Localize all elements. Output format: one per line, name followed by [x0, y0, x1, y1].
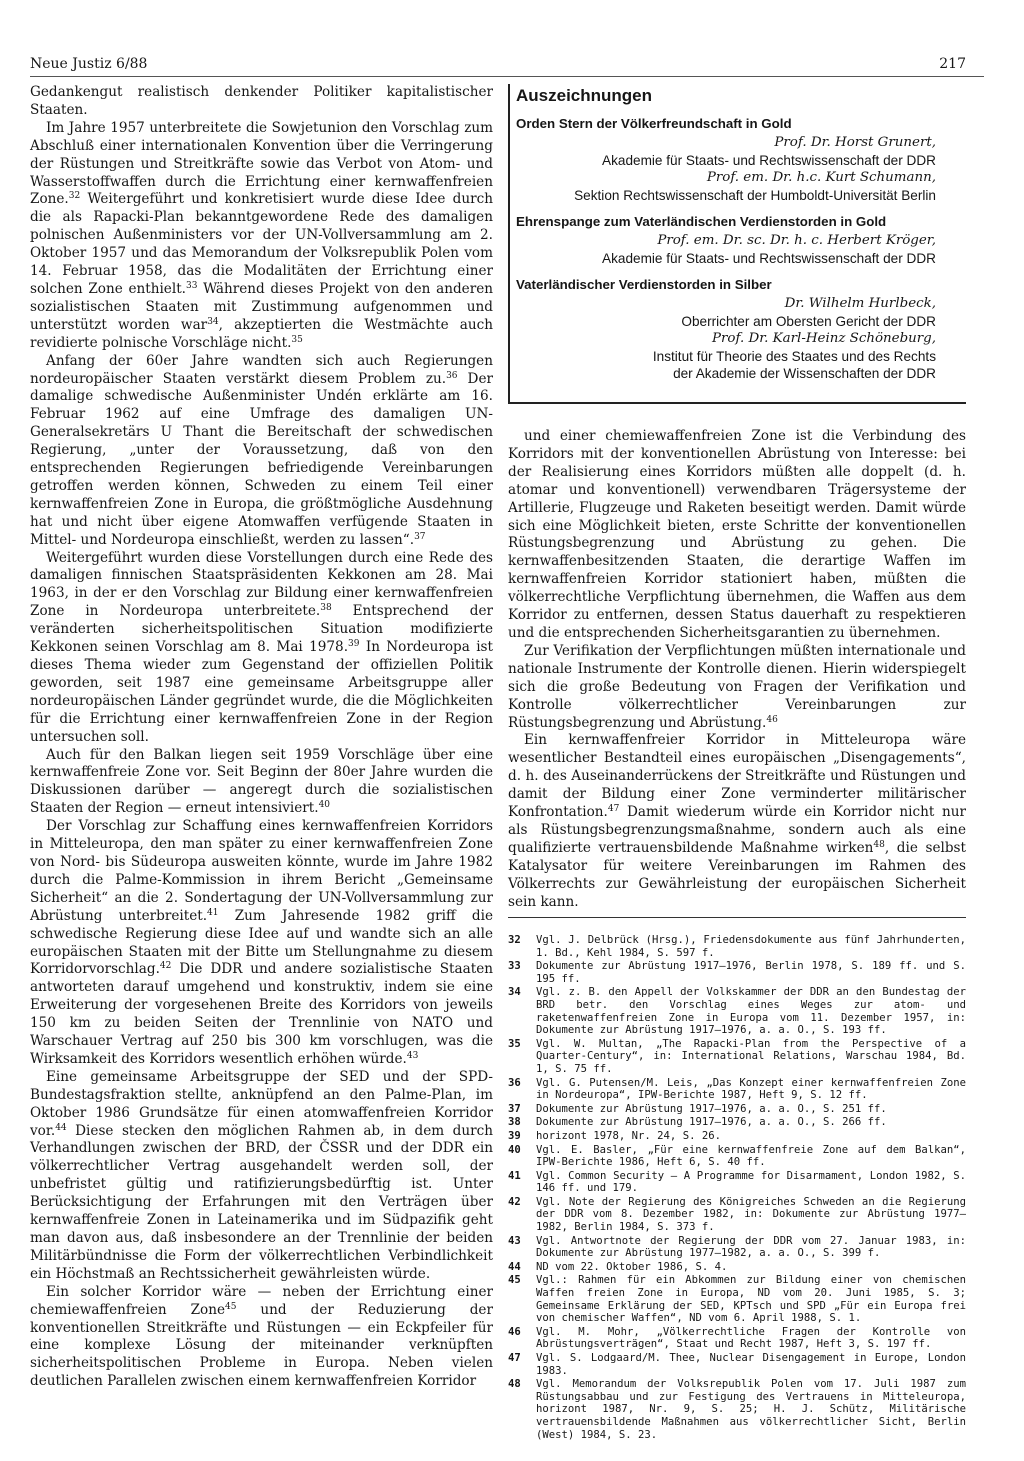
paragraph: [30, 747, 493, 819]
paragraph-text: , die selbst Katalysator für weitere Vereinbarungen im Rahmen des Völkerrechts zur Gewährleistung der europäischen Sicherheit sein kann.: [508, 839, 966, 910]
footnote-ref: 43: [406, 1050, 419, 1061]
awardee-affiliation: Institut für Theorie des Staates und des Rechts: [652, 348, 936, 364]
left-column-text: [30, 84, 493, 1391]
paragraph-text: Der Vorschlag zur Schaffung eines kernwaffenfreien Korridors in Mitteleuropa, den man später zu einer kernwaffenfreien Zone von Nord- bis Südeuropa ausweiten könnte, wurde im Jahre 1982 durch die Palme-Kommission in ihrem Bericht „Gemeinsame Sicherheit“ an die 2. Sondertagung der UN-Vollversammlung zur Abrüstung unterbreitet.: [30, 818, 493, 924]
order-name: Orden Stern der Völkerfreundschaft in Gold: [516, 116, 792, 131]
footnote: [508, 1144, 966, 1169]
paragraph: [30, 1069, 493, 1284]
journal-header: Neue Justiz 6/88: [30, 56, 148, 72]
awardee-name: Dr. Wilhelm Hurlbeck,: [784, 296, 936, 311]
footnote-text: ND vom 22. Oktober 1986, S. 4.: [536, 1260, 728, 1273]
footnote: [508, 1103, 966, 1116]
footnote-ref: 41: [207, 907, 219, 918]
paragraph-text: Die DDR und andere sozialistische Staaten antworteten darauf umgehend und konstruktiv, indem sie eine Erweiterung der vorgesehenen Breite des Korridors von jeweils 150 km zu beiden Seiten der Trennlinie von NATO und Warschauer Vertrag auf 250 bis 300 km vorschlugen, was die Wirksamkeit des Korridors wesentlich erhöhen würde.: [30, 961, 493, 1067]
paragraph: [30, 550, 493, 747]
footnote-number: 34: [508, 986, 521, 999]
paragraph: [508, 643, 966, 733]
footnote-number: 35: [508, 1037, 521, 1050]
footnote-number: 44: [508, 1260, 521, 1273]
paragraph-text: Auch für den Balkan liegen seit 1959 Vorschläge über eine kernwaffenfreie Zone vor. Seit Beginn der 80er Jahre wurden die Diskussionen darüber — angeregt durch die sozialistischen Staaten der Region — erneut intensiviert.: [30, 746, 493, 817]
footnote-rule: [508, 917, 966, 918]
order-name: Vaterländischer Verdienstorden in Silber: [516, 277, 772, 292]
footnote-text: Vgl. E. Basler, „Für eine kernwaffenfreie Zone auf dem Balkan“, IPW-Berichte 1986, Heft 6, S. 40 ff.: [536, 1143, 966, 1169]
awardee-affiliation: der Akademie der Wissenschaften der DDR: [673, 366, 936, 381]
footnote-number: 42: [508, 1195, 521, 1208]
footnote-text: Dokumente zur Abrüstung 1917–1976, a. a. O., S. 251 ff.: [536, 1102, 887, 1115]
paragraph-text: Ein solcher Korridor wäre — neben der Errichtung einer chemiewaffenfreien Zone: [30, 1283, 493, 1318]
paragraph: [30, 1284, 493, 1391]
paragraph-text: Zum Jahresende 1982 griff die schwedische Regierung diese Idee auf und wandte sich an alle europäischen Staaten mit der Bitte um Stellungnahme zu diesem Korridorvorschlag.: [30, 907, 493, 978]
awardee-affiliation: Akademie für Staats- und Rechtswissenschaft der DDR: [602, 250, 936, 266]
footnote-number: 38: [508, 1116, 521, 1129]
paragraph-text: , akzeptierten die Westmächte auch revidierte polnische Vorschläge nicht.: [30, 316, 494, 351]
footnote: [508, 1274, 966, 1324]
paragraph-text: Diese stecken den möglichen Rahmen ab, in dem durch Verhandlungen zwischen der BRD, der ČSSR und der DDR ein völkerrechtlicher Vertrag ausgehandelt werden soll, der unbefristet gültig und ratifizierungsbedürftig ist. Unter Berücksichtigung der Erfahrungen mit den Verträgen über kernwaffenfreie Zonen in Lateinamerika und im Südpazifik geht man davon aus, daß insbesondere an der Trennlinie der beiden Militärbündnisse die Form der völkerrechtlichen Verbindlichkeit ein Höchstmaß an Rechtssicherheit gewährleisten würde.: [30, 1122, 493, 1282]
awardee-affiliation: Akademie für Staats- und Rechtswissenschaft der DDR: [602, 152, 936, 168]
awardee: [516, 232, 966, 267]
awardee: [516, 169, 966, 204]
paragraph-text: Anfang der 60er Jahre wandten sich auch Regierungen nordeuropäischer Staaten verstärkt diesem Problem zu.: [30, 352, 493, 387]
footnote: [508, 1116, 966, 1129]
footnote: [508, 1235, 966, 1260]
paragraph: [508, 732, 966, 911]
footnote: [508, 1170, 966, 1195]
footnote-ref: 47: [607, 804, 620, 815]
footnote-number: 48: [508, 1378, 521, 1391]
paragraph: [30, 818, 493, 1069]
footnote: [508, 960, 966, 985]
paragraph-text: Eine gemeinsame Arbeitsgruppe der SED und der SPD-Bundestagsfraktion stellte, anknüpfend an den Palme-Plan, im Oktober 1986 Grundsätze für einen atomwaffenfreien Korridor vor.: [30, 1068, 493, 1139]
footnote-number: 39: [508, 1129, 521, 1142]
awards-box: [508, 84, 966, 404]
paragraph-text: Weitergeführt wurden diese Vorstellungen durch eine Rede des damaligen finnischen Staatspräsidenten Kekkonen am 28. Mai 1963, in der er den Vorschlag zur Bildung einer kernwaffenfreien Zone in Nordeuropa unterbreitete.: [30, 549, 493, 620]
paragraph: [30, 84, 493, 120]
footnote-text: Vgl. W. Multan, „The Rapacki-Plan from the Perspective of a Quarter-Century“, in: International Relations, Warschau 1984, Bd. 1, S. 75 ff.: [536, 1037, 966, 1075]
paragraph-text: Damit wiederum würde ein Korridor nicht nur als Rüstungsbegrenzungsmaßnahme, sondern auch als eine qualifizierte vertrauensbildende Maßnahme wirken: [508, 804, 966, 856]
awardee-name: Prof. Dr. Karl-Heinz Schöneburg,: [712, 331, 936, 346]
footnote: [508, 1077, 966, 1102]
paragraph: [508, 428, 966, 643]
footnote-ref: 35: [291, 334, 303, 345]
footnote-text: Vgl. J. Delbrück (Hrsg.), Friedensdokumente aus fünf Jahrhunderten, 1. Bd., Kehl 1984, S. 597 f.: [536, 934, 966, 959]
footnote: [508, 934, 966, 959]
footnote-text: Vgl. S. Lodgaard/M. Thee, Nuclear Disengagement in Europe, London 1983.: [536, 1352, 966, 1377]
footnote-text: Dokumente zur Abrüstung 1917–1976, Berlin 1978, S. 189 ff. und S. 195 ff.: [536, 960, 966, 985]
footnote-text: horizont 1978, Nr. 24, S. 26.: [536, 1129, 721, 1142]
footnote: [508, 1261, 966, 1274]
paragraph-text: und einer chemiewaffenfreien Zone ist die Verbindung des Korridors mit der konventionellen Abrüstung von Interesse: bei der Realisierung eines Korridors müßten alle doppelt (d. h. atomar und konventionell) verwendbaren Trägersysteme der Artillerie, Flugzeuge und Raketen beseitigt werden. Damit würde sich eine Möglichkeit bieten, erste Schritte der konventionellen Rüstungsbegrenzung und Abrüstung zu gehen. Die kernwaffenbesitzenden Staaten, die derartige Waffen im kernwaffenfreien Korridor stationiert haben, müßten die völkerrechtliche Verpflichtung übernehmen, die Waffen aus dem Korridor zu entfernen, dessen Status dauerhaft zu respektieren und die entsprechenden Sicherheitsgarantien zu übernehmen.: [508, 428, 966, 641]
footnote-text: Vgl. M. Mohr, „Völkerrechtliche Fragen der Kontrolle von Abrüstungsverträgen“, Staat und Recht 1987, Heft 3, S. 197 ff.: [536, 1325, 966, 1351]
footnote: [508, 1352, 966, 1377]
paragraph-text: Gedankengut realistisch denkender Politiker kapitalistischer Staaten.: [30, 84, 493, 118]
paragraph-text: und der Reduzierung der konventionellen Streitkräfte und Rüstungen — ein Eckpfeiler für eine komplexe Lösung der miteinander verknüpften sicherheitspolitischen Probleme in Europa. Neben vielen deutlichen Parallelen zwischen einem kernwaffenfreien Korridor: [30, 1301, 493, 1390]
footnote: [508, 1378, 966, 1441]
footnote-ref: 40: [318, 800, 331, 811]
footnote-ref: 42: [159, 961, 172, 972]
paragraph: [30, 120, 493, 353]
paragraph-text: Zur Verifikation der Verpflichtungen müßten internationale und nationale Instrumente der Kontrolle dienen. Hierin widerspiegelt sich die große Bedeutung von Fragen der Verifikation und Kontrolle völkerrechtlicher Vereinbarungen zur Rüstungsbegrenzung und Abrüstung.: [508, 642, 966, 731]
footnote-number: 36: [508, 1076, 521, 1089]
footnote-number: 32: [508, 934, 521, 946]
footnote-ref: 45: [225, 1301, 237, 1312]
footnote-number: 45: [508, 1274, 521, 1287]
page-number: 217: [939, 56, 966, 72]
paragraph-text: Während dieses Projekt von den anderen sozialistischen Staaten mit Zustimmung aufgenommen und unterstützt worden war: [30, 280, 493, 333]
paragraph: [30, 353, 493, 550]
awardee-name: Prof. Dr. Horst Grunert,: [774, 135, 936, 150]
footnote-ref: 44: [55, 1122, 67, 1133]
footnote-text: Vgl. Common Security — A Programme for Disarmament, London 1982, S. 146 ff. und 179.: [536, 1169, 966, 1195]
footnote-text: Vgl. Antwortnote der Regierung der DDR vom 27. Januar 1983, in: Dokumente zur Abrüstung 1977–1982, a. a. O., S. 399 f.: [536, 1234, 966, 1260]
footnote: [508, 1038, 966, 1076]
footnote-text: Dokumente zur Abrüstung 1917–1976, a. a. O., S. 266 ff.: [536, 1116, 887, 1129]
footnote: [508, 1196, 966, 1234]
awardee-affiliation: Oberrichter am Obersten Gericht der DDR: [681, 313, 936, 329]
awardee: [516, 134, 966, 169]
awardee-name: Prof. em. Dr. h.c. Kurt Schumann,: [706, 170, 936, 185]
paragraph-text: Weitergeführt und konkretisiert wurde diese Idee durch die als Rapacki-Plan bekanntgewordene Rede des damaligen polnischen Außenministers vor der UN-Vollversammlung am 2. Oktober 1957 und das Memorandum der Volksrepublik Polen vom 14. Februar 1958, das die Modalitäten der Errichtung einer solchen Zone enthielt.: [30, 191, 493, 297]
awardee-name: Prof. em. Dr. sc. Dr. h. c. Herbert Kröger,: [657, 233, 936, 248]
footnote-ref: 32: [68, 191, 81, 202]
footnote-ref: 34: [207, 316, 219, 327]
footnote-number: 43: [508, 1234, 521, 1247]
footnote: [508, 986, 966, 1036]
footnote-number: 41: [508, 1169, 521, 1182]
header-rule: [30, 76, 984, 77]
footnote: [508, 1130, 966, 1143]
awards-title: Auszeichnungen: [516, 86, 653, 105]
footnote-ref: 33: [185, 280, 198, 291]
footnote-ref: 48: [873, 839, 885, 850]
footnote-ref: 38: [320, 603, 332, 614]
footnote-ref: 36: [446, 370, 458, 381]
awardee: [516, 295, 966, 330]
footnote-text: Vgl. G. Putensen/M. Leis, „Das Konzept einer kernwaffenfreien Zone in Nordeuropa“, IPW-Berichte 1987, Heft 9, S. 12 ff.: [536, 1076, 966, 1102]
footnotes: [508, 934, 966, 1442]
footnote-ref: 46: [766, 714, 778, 725]
footnote: [508, 1326, 966, 1351]
footnote-text: Vgl. z. B. den Appell der Volkskammer der DDR an den Bundestag der BRD betr. den Vorschlag eines Weges zur atom- und raketenwaffenfreien Zone in Europa vom 11. Dezember 1957, in: Dokumente zur Abrüstung 1917–1976, a. a. O., S. 193 ff.: [536, 986, 966, 1037]
paragraph-text: Im Jahre 1957 unterbreitete die Sowjetunion den Vorschlag zum Abschluß einer internationalen Konvention über die Verringerung der Rüstungen und Streitkräfte sowie das Verbot von Atom- und Wasserstoffwaffen durch die Errichtung einer kernwaffenfreien Zone.: [30, 119, 493, 208]
paragraph-text: Der damalige schwedische Außenminister Undén erklärte am 16. Februar 1962 auf eine Umfrage des damaligen UN-Generalsekretärs U Thant die Bereitschaft der schwedischen Regierung, „unter der Voraussetzung, daß von den entsprechenden Regierungen befriedigende Vereinbarungen getroffen werden können, Schweden zu einem Teil einer kernwaffenfreien Zone in Europa, die größtmögliche Ausdehnung hat und nicht über eigene Atomwaffen verfügende Staaten in Mittel- und Nordeuropa einschließt, werden zu lassen“.: [30, 370, 493, 548]
footnote-text: Vgl. Note der Regierung des Königreiches Schweden an die Regierung der DDR vom 8. Dezember 1982, in: Dokumente zur Abrüstung 1977–1982, Berlin 1984, S. 373 f.: [536, 1195, 966, 1234]
footnote-text: Vgl.: Rahmen für ein Abkommen zur Bildung einer von chemischen Waffen freien Zone in Europa, ND vom 20. Juni 1985, S. 3; Gemeinsame Erklärung der SED, KPTsch und SPD „Für ein Europa frei von chemischer Waffen“, ND vom 6. April 1988, S. 1.: [536, 1274, 966, 1325]
paragraph-text: In Nordeuropa ist dieses Thema wieder zum Gegenstand der offiziellen Politik geworden, seit 1987 eine gemeinsame Arbeitsgruppe aller nordeuropäischen Länder gegründet wurde, die die Möglichkeiten für die Errichtung einer kernwaffenfreien Zone in der Region untersuchen soll.: [30, 639, 493, 745]
paragraph-text: Entsprechend der veränderten sicherheitspolitischen Situation modifizierte Kekkonen seinen Vorschlag am 8. Mai 1978.: [30, 603, 493, 656]
footnote-ref: 37: [414, 531, 426, 542]
footnote-number: 47: [508, 1352, 521, 1364]
footnote-number: 37: [508, 1102, 521, 1115]
right-column-text: [508, 428, 966, 911]
footnote-text: Vgl. Memorandum der Volksrepublik Polen vom 17. Juli 1987 zum Rüstungsabbau und zur Festigung des Vertrauens in Mitteleuropa, horizont 1987, Nr. 9, S. 25; H. J. Schütz, Militärische vertrauensbildende Maßnahmen aus völkerrechtlicher Sicht, Berlin (West) 1984, S. 23.: [536, 1378, 966, 1441]
footnote-number: 40: [508, 1143, 521, 1156]
order-name: Ehrenspange zum Vaterländischen Verdienstorden in Gold: [516, 214, 887, 229]
awardee: [516, 330, 966, 383]
footnote-number: 46: [508, 1325, 521, 1338]
footnote-ref: 39: [348, 639, 360, 650]
paragraph-text: Ein kernwaffenfreier Korridor in Mitteleuropa wäre wesentlicher Bestandteil eines europäischen „Disengagements“, d. h. des Auseinanderrückens der Streitkräfte und Rüstungen und damit der Bildung einer Zone verminderter militärischer Konfrontation.: [508, 732, 966, 821]
awardee-affiliation: Sektion Rechtswissenschaft der Humboldt-Universität Berlin: [574, 187, 936, 203]
footnote-number: 33: [508, 960, 521, 973]
